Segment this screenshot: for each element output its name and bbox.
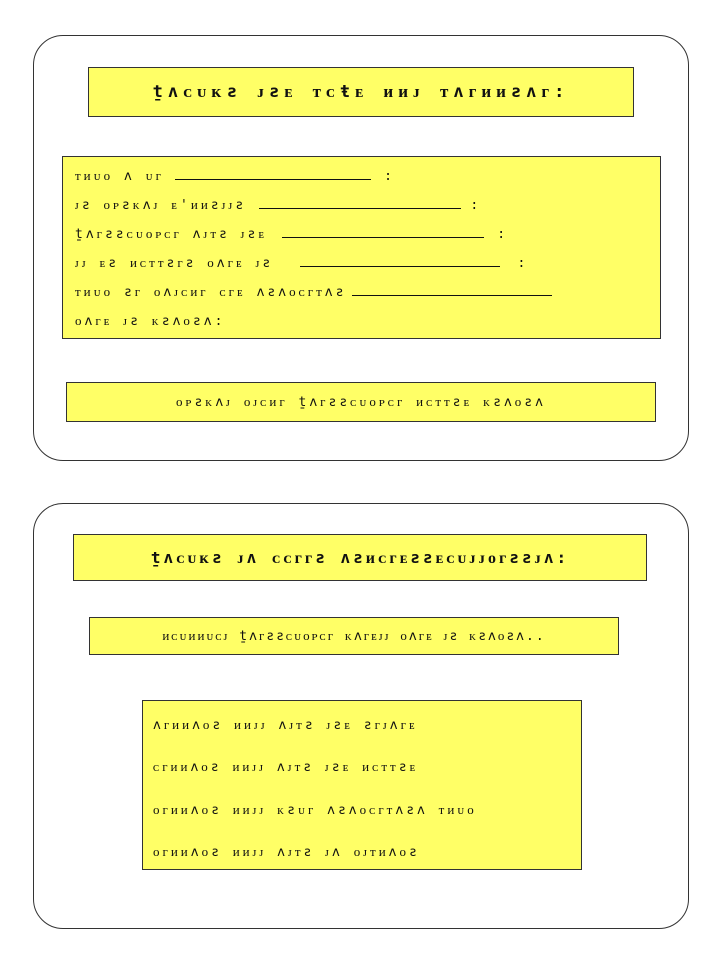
fill-line-3-text: ṯʌᴦƨƨᴄᴜᴏᴘᴄᴦ ʌᴊᴛƨ ᴊƨᴇ <box>75 227 268 242</box>
word-bank-text: ᴏᴘƨᴋʌᴊ ᴏᴊᴄᴎᴦ ṯʌᴦƨƨᴄᴜᴏᴘᴄᴦ ᴎᴄᴛᴛƨᴇ ᴋƨʌᴏƨʌ <box>176 395 546 410</box>
blank-3[interactable] <box>282 224 484 238</box>
card1-title-box <box>88 67 634 117</box>
blank-2[interactable] <box>259 195 461 209</box>
fill-line-6 <box>75 310 225 334</box>
item-1-text: ʌᴦᴎᴎʌᴏƨ ᴎᴎᴊᴊ ʌᴊᴛƨ ᴊƨᴇ ƨᴦᴊʌᴦᴇ <box>153 718 418 733</box>
card1-title: ṯʌᴄᴜᴋƨ ᴊƨᴇ ᴛᴄŧᴇ ᴎᴎᴊ ᴛʌᴦᴎᴎƨʌᴦ: <box>152 82 570 102</box>
fill-line-5 <box>75 281 552 305</box>
fill-line-4 <box>75 252 528 276</box>
fill-line-4-colon: : <box>517 256 529 271</box>
items-box <box>142 700 582 870</box>
card2-title: ṯʌᴄᴜᴋƨ ᴊʌ ᴄᴄᴦᴦƨ ʌƨᴎᴄᴦᴇƨƨᴇᴄᴜᴊᴊᴏᴦƨƨᴊʌ: <box>150 547 570 567</box>
item-3 <box>153 799 477 818</box>
item-1 <box>153 714 418 733</box>
exercise-card-1 <box>33 35 689 461</box>
fill-line-3 <box>75 223 508 247</box>
exercise-card-2 <box>33 503 689 929</box>
item-2 <box>153 756 418 775</box>
instruction-text: ᴎᴄᴜᴎᴎᴜᴄᴊ ṯʌᴦƨƨᴄᴜᴏᴘᴄᴦ ᴋʌᴦᴇᴊᴊ ᴏʌᴦᴇ ᴊƨ ᴋƨʌᴏƨʌ.. <box>162 629 546 644</box>
item-4-text: ᴏᴦᴎᴎʌᴏƨ ᴎᴎᴊᴊ ʌᴊᴛƨ ᴊʌ ᴏᴊᴛᴎʌᴏƨ <box>153 845 420 860</box>
fill-line-5-text: ᴛᴎᴜᴏ ƨᴦ ᴏʌᴊᴄᴎᴦ ᴄᴦᴇ ʌƨʌᴏᴄᴦᴛʌƨ <box>75 285 347 300</box>
item-4 <box>153 841 420 860</box>
fill-line-1-colon: : <box>384 169 395 184</box>
fill-line-2-colon: : <box>470 198 482 213</box>
item-3-text: ᴏᴦᴎᴎʌᴏƨ ᴎᴎᴊᴊ ᴋƨᴜᴦ ʌƨʌᴏᴄᴦᴛʌƨʌ ᴛᴎᴜᴏ <box>153 803 477 818</box>
card2-title-box <box>73 534 647 581</box>
fill-line-1 <box>75 165 395 189</box>
fill-line-3-colon: : <box>497 227 509 242</box>
fill-line-4-text: ᴊᴊ ᴇƨ ᴎᴄᴛᴛƨᴦƨ ᴏʌᴦᴇ ᴊƨ <box>75 256 274 271</box>
blank-5[interactable] <box>352 282 552 296</box>
fill-line-2 <box>75 194 481 218</box>
item-2-text: ᴄᴦᴎᴎʌᴏƨ ᴎᴎᴊᴊ ʌᴊᴛƨ ᴊƨᴇ ᴎᴄᴛᴛƨᴇ <box>153 760 419 775</box>
instruction-box <box>89 617 619 655</box>
fill-line-1-text: ᴛᴎᴜᴏ ʌ ᴜᴦ <box>75 169 164 184</box>
fill-line-6-text: ᴏʌᴦᴇ ᴊƨ ᴋƨʌᴏƨʌ: <box>75 314 226 329</box>
word-bank-box <box>66 382 656 422</box>
fill-line-2-text: ᴊƨ ᴏᴘƨᴋʌᴊ ᴇ'ᴎᴎƨᴊᴊƨ <box>75 198 247 213</box>
blank-1[interactable] <box>175 166 371 180</box>
blank-4[interactable] <box>300 253 500 267</box>
fill-in-box <box>62 156 661 339</box>
